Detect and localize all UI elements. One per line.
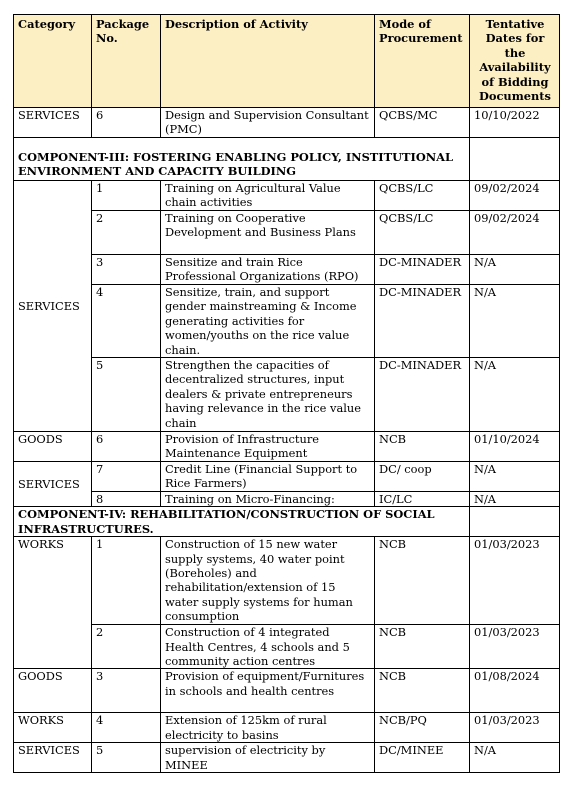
date-cell: 01/03/2023	[470, 713, 560, 743]
category-cell: SERVICES	[14, 743, 92, 773]
category-cell: SERVICES	[14, 108, 92, 138]
table-row	[14, 713, 560, 743]
package-cell: 2	[92, 625, 161, 669]
component-iv-title: COMPONENT-IV: REHABILITATION/CONSTRUCTION OF SOCIAL INFRASTRUCTURES.	[14, 507, 470, 537]
mode-cell: NCB	[375, 432, 470, 462]
description-cell: Provision of Infrastructure Maintenance Equipment	[161, 432, 375, 462]
description-cell: Credit Line (Financial Support to Rice Farmers)	[161, 462, 375, 492]
component-heading-row	[14, 507, 560, 537]
description-cell: Sensitize, train, and support gender mainstreaming & Income generating activities for women/youths on the rice value chain.	[161, 285, 375, 358]
table-row	[14, 358, 560, 432]
date-cell: N/A	[470, 462, 560, 492]
category-cell: SERVICES	[14, 181, 92, 432]
date-cell: 10/10/2022	[470, 108, 560, 138]
package-cell: 3	[92, 255, 161, 285]
mode-cell: QCBS/LC	[375, 181, 470, 211]
header-description: Description of Activity	[161, 15, 375, 108]
package-cell: 3	[92, 669, 161, 713]
package-cell: 2	[92, 211, 161, 255]
package-cell: 5	[92, 743, 161, 773]
package-cell: 5	[92, 358, 161, 432]
mode-cell: QCBS/LC	[375, 211, 470, 255]
mode-cell: NCB/PQ	[375, 713, 470, 743]
description-cell: Extension of 125km of rural electricity to basins	[161, 713, 375, 743]
header-package-no: Package No.	[92, 15, 161, 108]
category-cell: SERVICES	[14, 462, 92, 507]
mode-cell: DC-MINADER	[375, 255, 470, 285]
package-cell: 6	[92, 432, 161, 462]
description-cell: Training on Micro-Financing:	[161, 492, 375, 507]
table-row	[14, 285, 560, 358]
description-cell: Sensitize and train Rice Professional Organizations (RPO)	[161, 255, 375, 285]
mode-cell: DC/ coop	[375, 462, 470, 492]
date-cell: N/A	[470, 358, 560, 432]
table-row	[14, 255, 560, 285]
table-row	[14, 181, 560, 211]
description-cell: Construction of 4 integrated Health Centres, 4 schools and 5 community action centres	[161, 625, 375, 669]
table-row	[14, 462, 560, 492]
package-cell: 1	[92, 537, 161, 625]
date-cell: N/A	[470, 743, 560, 773]
package-cell: 7	[92, 462, 161, 492]
mode-cell: QCBS/MC	[375, 108, 470, 138]
category-cell: GOODS	[14, 432, 92, 462]
table-row	[14, 492, 560, 507]
table-row	[14, 669, 560, 713]
mode-cell: NCB	[375, 669, 470, 713]
date-cell: N/A	[470, 285, 560, 358]
header-row	[14, 15, 560, 108]
table-row	[14, 211, 560, 255]
category-cell: GOODS	[14, 669, 92, 713]
table-row	[14, 108, 560, 138]
table-row	[14, 625, 560, 669]
description-cell: Provision of equipment/Furnitures in schools and health centres	[161, 669, 375, 713]
package-cell: 8	[92, 492, 161, 507]
header-tentative-dates: Tentative Dates for the Availability of Bidding Documents	[470, 15, 560, 108]
package-cell: 6	[92, 108, 161, 138]
date-cell: 01/10/2024	[470, 432, 560, 462]
table-row	[14, 432, 560, 462]
description-cell: Strengthen the capacities of decentralized structures, input dealers & private entrepreneurs having relevance in the rice value chain	[161, 358, 375, 432]
mode-cell: DC-MINADER	[375, 285, 470, 358]
date-cell: 09/02/2024	[470, 211, 560, 255]
package-cell: 4	[92, 713, 161, 743]
date-cell: N/A	[470, 492, 560, 507]
description-cell: Training on Cooperative Development and Business Plans	[161, 211, 375, 255]
date-cell: 01/08/2024	[470, 669, 560, 713]
date-cell: 01/03/2023	[470, 537, 560, 625]
procurement-plan-table	[13, 14, 560, 773]
description-cell: Design and Supervision Consultant (PMC)	[161, 108, 375, 138]
date-cell: 01/03/2023	[470, 625, 560, 669]
mode-cell: DC-MINADER	[375, 358, 470, 432]
date-cell: 09/02/2024	[470, 181, 560, 211]
mode-cell: NCB	[375, 537, 470, 625]
description-cell: supervision of electricity by MINEE	[161, 743, 375, 773]
empty-cell	[470, 138, 560, 181]
package-cell: 1	[92, 181, 161, 211]
date-cell: N/A	[470, 255, 560, 285]
table-row	[14, 743, 560, 773]
description-cell: Training on Agricultural Value chain activities	[161, 181, 375, 211]
mode-cell: DC/MINEE	[375, 743, 470, 773]
package-cell: 4	[92, 285, 161, 358]
empty-cell	[470, 507, 560, 537]
header-category: Category	[14, 15, 92, 108]
description-cell: Construction of 15 new water supply systems, 40 water point (Boreholes) and rehabilitation/extension of 15 water supply systems for human consumption	[161, 537, 375, 625]
category-cell: WORKS	[14, 537, 92, 669]
category-cell: WORKS	[14, 713, 92, 743]
component-iii-title: COMPONENT-III: FOSTERING ENABLING POLICY, INSTITUTIONAL ENVIRONMENT AND CAPACITY BUILDING	[14, 138, 470, 181]
mode-cell: IC/LC	[375, 492, 470, 507]
header-mode-of-procurement: Mode of Procurement	[375, 15, 470, 108]
component-heading-row	[14, 138, 560, 181]
table-row	[14, 537, 560, 625]
mode-cell: NCB	[375, 625, 470, 669]
